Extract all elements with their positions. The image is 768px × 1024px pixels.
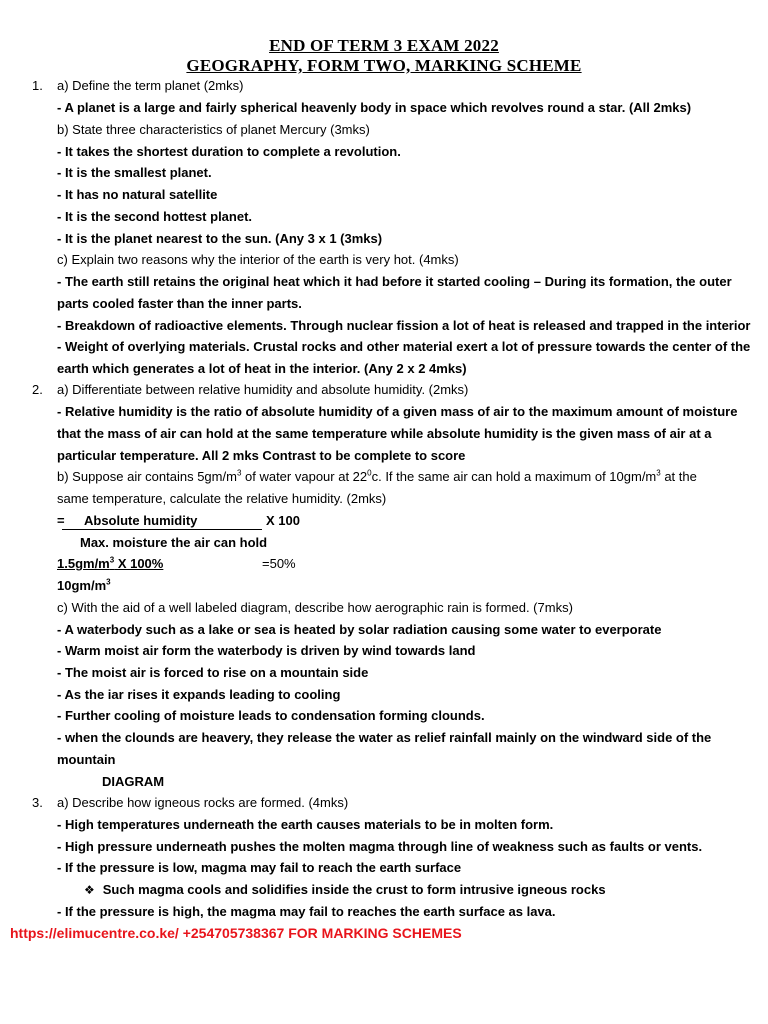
superscript: 3	[106, 577, 111, 587]
q1b-question: b) State three characteristics of planet Mercury (3mks)	[57, 122, 370, 137]
superscript: 0	[367, 468, 372, 478]
q2c-answer-line: - Warm moist air form the waterbody is driven by wind towards land	[57, 643, 476, 658]
q3a-bullet-text: Such magma cools and solidifies inside the crust to form intrusive igneous rocks	[102, 882, 606, 897]
q1c-answer-line: parts cooled faster than the inner parts.	[57, 296, 302, 311]
q2b-question-text: at the	[660, 469, 697, 484]
q2b-question-text: c. If the same air can hold a maximum of 10gm/m	[371, 469, 657, 484]
question-number-1: 1.	[32, 78, 43, 93]
page-subtitle: GEOGRAPHY, FORM TWO, MARKING SCHEME	[186, 56, 582, 75]
q2a-answer-line: particular temperature. All 2 mks Contrast to be complete to score	[57, 448, 466, 463]
q2a-answer-line: - Relative humidity is the ratio of absolute humidity of a given mass of air to the maximum amount of moisture	[57, 404, 738, 419]
q1c-answer-line: earth which generates a lot of heat in the interior. (Any 2 x 2 4mks)	[57, 361, 467, 376]
q1a-question: a) Define the term planet (2mks)	[57, 78, 244, 93]
q3a-answer-line: - High pressure underneath pushes the molten magma through line of weakness such as faults or vents.	[57, 839, 703, 854]
q2a-question: a) Differentiate between relative humidity and absolute humidity. (2mks)	[57, 382, 469, 397]
q2c-question: c) With the aid of a well labeled diagram, describe how aerographic rain is formed. (7mks)	[57, 600, 573, 615]
superscript: 3	[656, 468, 661, 478]
formula-numerator: Absolute humidity	[84, 513, 198, 528]
q3a-question: a) Describe how igneous rocks are formed. (4mks)	[57, 795, 349, 810]
calc-numerator	[57, 556, 163, 572]
q1b-answer-line: - It has no natural satellite	[57, 187, 218, 202]
q1a-answer: - A planet is a large and fairly spherical heavenly body in space which revolves round a star. (All 2mks)	[57, 100, 692, 115]
q2c-answer-line: - Further cooling of moisture leads to condensation forming clounds.	[57, 708, 485, 723]
q2c-answer-line: - The moist air is forced to rise on a mountain side	[57, 665, 369, 680]
diagram-label: DIAGRAM	[102, 774, 165, 789]
q2c-answer-line: - A waterbody such as a lake or sea is heated by solar radiation causing some water to everporate	[57, 622, 662, 637]
q1b-answer-line: - It takes the shortest duration to complete a revolution.	[57, 144, 401, 159]
calc-result: =50%	[262, 556, 296, 571]
calc-numerator-part: 1.5gm/m	[57, 556, 110, 571]
q3a-bullet-item	[84, 882, 606, 898]
question-number-2: 2.	[32, 382, 43, 397]
formula-times: X 100	[266, 513, 300, 528]
q2a-answer-line: that the mass of air can hold at the same temperature while absolute humidity is the given mass of air at a	[57, 426, 712, 441]
page-title: END OF TERM 3 EXAM 2022	[269, 36, 499, 55]
diamond-bullet-icon: ❖	[84, 883, 95, 897]
q2b-question-line2: same temperature, calculate the relative humidity. (2mks)	[57, 491, 387, 506]
q1b-answer-line: - It is the second hottest planet.	[57, 209, 253, 224]
formula-equals: =	[57, 513, 65, 528]
calc-numerator-text	[57, 556, 163, 571]
q1b-answer-line: - It is the planet nearest to the sun. (Any 3 x 1 (3mks)	[57, 231, 383, 246]
q2c-answer-line: - As the iar rises it expands leading to cooling	[57, 687, 341, 702]
q1c-answer-line: - The earth still retains the original heat which it had before it started cooling – During its formation, the outer	[57, 274, 732, 289]
q2b-question-text: b) Suppose air contains 5gm/m	[57, 469, 237, 484]
q2b-question	[57, 469, 697, 485]
q1c-answer-line: - Weight of overlying materials. Crustal rocks and other material exert a lot of pressure towards the center of the	[57, 339, 751, 354]
superscript: 3	[109, 555, 115, 565]
q2c-answer-line: - when the clounds are heavery, they release the water as relief rainfall mainly on the windward side of the	[57, 730, 712, 745]
q2b-question-text: of water vapour at 22	[241, 469, 368, 484]
superscript: 3	[236, 468, 242, 478]
calc-numerator-part: X 100%	[114, 556, 164, 571]
q1c-question: c) Explain two reasons why the interior of the earth is very hot. (4mks)	[57, 252, 459, 267]
q1b-answer-line: - It is the smallest planet.	[57, 165, 212, 180]
q2c-answer-line: mountain	[57, 752, 116, 767]
formula-denominator: Max. moisture the air can hold	[80, 535, 268, 550]
q3a-answer-line: - If the pressure is high, the magma may fail to reaches the earth surface as lava.	[57, 904, 556, 919]
q3a-answer-line: - If the pressure is low, magma may fail to reach the earth surface	[57, 860, 462, 875]
calc-denominator-part: 10gm/m	[57, 578, 107, 593]
q3a-answer-line: - High temperatures underneath the earth causes materials to be in molten form.	[57, 817, 554, 832]
footer-link[interactable]: https://elimucentre.co.ke/ +254705738367 FOR MARKING SCHEMES	[10, 925, 462, 941]
calc-denominator	[57, 578, 111, 594]
formula-fraction-line	[62, 529, 262, 530]
q1c-answer-line: - Breakdown of radioactive elements. Through nuclear fission a lot of heat is released and trapped in the interior	[57, 318, 751, 333]
question-number-3: 3.	[32, 795, 43, 810]
